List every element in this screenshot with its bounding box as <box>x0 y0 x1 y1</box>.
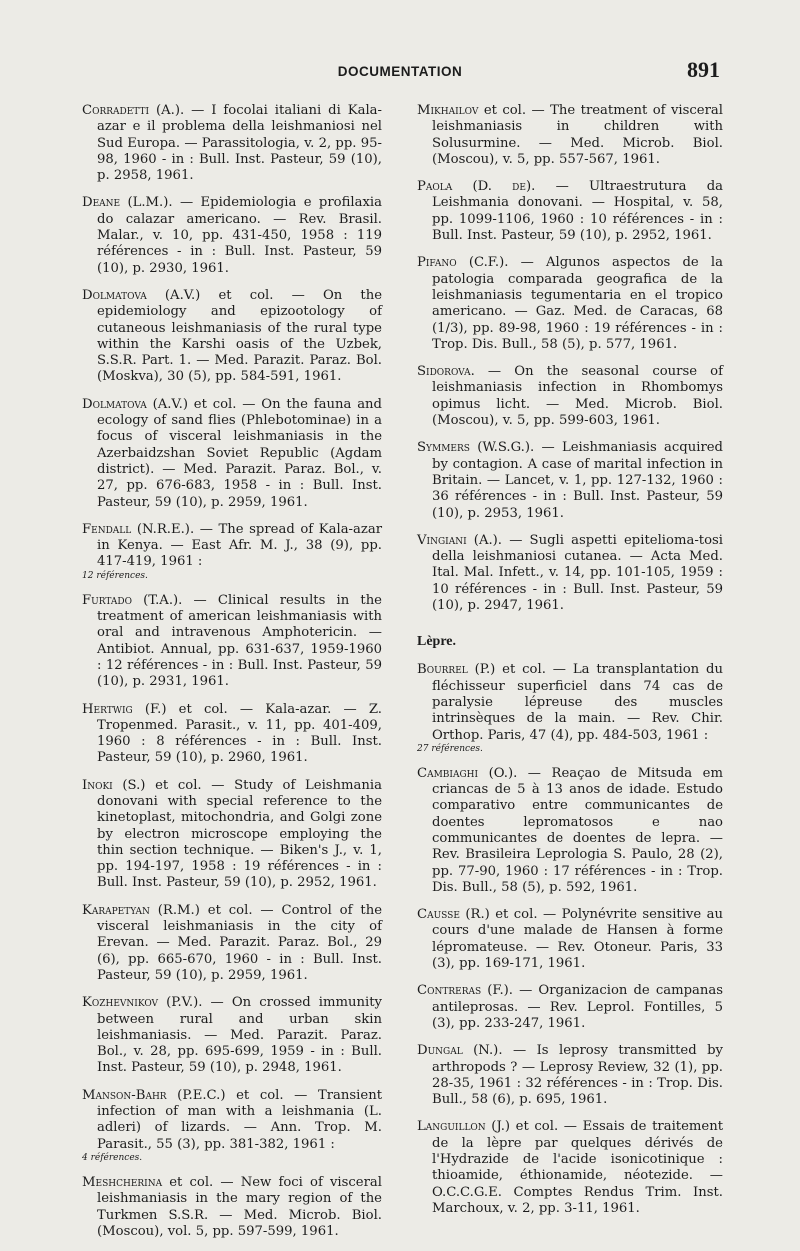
entry-author: Causse (R.) <box>417 907 490 923</box>
entry-author: Inoki (S.) <box>82 777 146 793</box>
entry-citation: et col. — La transplantation du fléchisseur superficiel dans 74 cas de paralysie lépreuse des muscles intrinsèques de la main. — Rev. Chir. Orthop. Paris, 47 (4), pp. 484-503, 1961 : <box>432 662 723 743</box>
entry-author: Symmers (W.S.G.). <box>417 440 535 456</box>
entry-references-note: 4 références. <box>82 1152 143 1163</box>
entry-author: Dungal (N.). <box>417 1043 503 1059</box>
entry-author: Mikhailov <box>417 103 479 118</box>
running-title: DOCUMENTATION <box>337 64 463 79</box>
bibliography-list-right-bottom <box>417 662 723 1217</box>
bibliography-entry <box>82 1088 382 1164</box>
entry-citation: et col. — Kala-azar. — Z. Tropenmed. Parasit., v. 11, pp. 401-409, 1960 : 8 références - in : Bull. Inst. Pasteur, 59 (10), p. 2960, 1961. <box>97 701 382 766</box>
entry-citation: — Organizacion de campanas antileprosas. — Rev. Leprol. Fontilles, 5 (3), pp. 233-247, 1961. <box>432 983 723 1031</box>
entry-citation: — Is leprosy transmitted by arthropods ? — Leprosy Review, 32 (1), pp. 28-35, 1961 : 32 références - in : Trop. Dis. Bull., 58 (6), p. 695, 1961. <box>432 1043 723 1108</box>
entry-author: Paola (D. de). <box>417 179 536 195</box>
bibliography-list-right-top <box>417 103 723 614</box>
bibliography-entry <box>417 766 723 896</box>
bibliography-entry <box>417 533 723 614</box>
entry-author: Contreras (F.). <box>417 983 514 999</box>
bibliography-entry <box>417 907 723 972</box>
bibliography-entry <box>82 778 382 892</box>
page-number: 891 <box>687 57 720 82</box>
bibliography-entry <box>417 179 723 244</box>
entry-citation: et col. — Transient infection of man with a leishmania (L. adleri) of lizards. — Ann. Trop. M. Parasit., 55 (3), pp. 381-382, 1961 : <box>97 1087 382 1152</box>
entry-author: Hertwig (F.) <box>82 701 167 717</box>
entry-citation: — I focolai italiani di Kala-azar e il problema della leishmaniosi nel Sud Europa. — Parassitologia, v. 2, pp. 95-98, 1960 - in : Bull. Inst. Pasteur, 59 (10), p. 2958, 1961. <box>97 103 382 184</box>
entry-citation: — Leishmaniasis acquired by contagion. A case of marital infection in Britain. — Lancet, v. 1, pp. 127-132, 1960 : 36 références - in : Bull. Inst. Pasteur, 59 (10), p. 2953, 1961. <box>432 440 723 521</box>
entry-citation: et col. — Control of the visceral leishmaniasis in the city of Erevan. — Med. Parazit. Paraz. Bol., 29 (6), pp. 665-670, 1960 - in : Bull. Inst. Pasteur, 59 (10), p. 2959, 1961. <box>97 902 383 983</box>
entry-author: Kozhevnikov (P.V.). <box>82 995 203 1011</box>
bibliography-entry <box>82 702 382 767</box>
entry-citation: — Ultraestrutura da Leishmania donovani. — Hospital, v. 58, pp. 1099-1106, 1960 : 10 références - in : Bull. Inst. Pasteur, 59 (10), p. 2952, 1961. <box>432 179 723 244</box>
entry-references-note: 12 références. <box>82 570 148 581</box>
bibliography-entry <box>417 1043 723 1108</box>
bibliography-entry <box>82 1175 382 1240</box>
entry-author: Sidorova. <box>417 364 475 380</box>
entry-author: Manson-Bahr (P.E.C.) <box>82 1087 226 1103</box>
entry-citation: et col. — Study of Leishmania donovani with special reference to the kinetoplast, mitochondria, and Golgi zone by electron microscope employing the thin section technique. — Biken's J., v. 1, pp. 194-197, 1958 : 19 références - in : Bull. Inst. Pasteur, 59 (10), p. 2952, 1961. <box>97 777 382 891</box>
bibliography-entry <box>417 364 723 429</box>
entry-citation: et col. — On the epidemiology and epizootology of cutaneous leishmaniasis of the rural type within the Karshi oasis of the Uzbek, S.S.R. Part. 1. — Med. Parazit. Paraz. Bol. (Moskva), 30 (5), pp. 584-591, 1961. <box>97 287 382 385</box>
bibliography-entry <box>417 440 723 521</box>
bibliography-entry <box>82 593 382 691</box>
entry-author: Karapetyan (R.M.) <box>82 902 200 918</box>
entry-citation: et col. — Polynévrite sensitive au cours d'une malade de Hansen à forme lépromateuse. — Rev. Otoneur. Paris, 33 (3), pp. 169-171, 1961. <box>432 907 723 972</box>
bibliography-entry <box>82 522 382 582</box>
entry-citation: — Algunos aspectos de la patologia comparada geografica de la leishmaniasis tegumentaria en el tropico americano. — Gaz. Med. de Caracas, 68 (1/3), pp. 89-98, 1960 : 19 références - in : Trop. Dis. Bull., 58 (5), p. 577, 1961. <box>432 255 724 352</box>
entry-citation: et col. — On the fauna and ecology of sand flies (Phlebotominae) in a focus of visceral leishmaniasis in the Azerbaidzshan Soviet Republic (Agdam district). — Med. Parazit. Paraz. Bol., v. 27, pp. 676-683, 1958 - in : Bull. Inst. Pasteur, 59 (10), p. 2959, 1961. <box>97 396 382 510</box>
entry-author: Fendall (N.R.E.). <box>82 521 195 537</box>
entry-citation: et col. — Essais de traitement de la lèpre par quelques dérivés de l'Hydrazide de l'acide isonicotinique : thioamide, éthionamide, néotezide. — O.C.C.G.E. Comptes Rendus Trim. Inst. Marchoux, v. 2, pp. 3-11, 1961. <box>432 1119 723 1216</box>
entry-author: Cambiaghi (O.). <box>417 765 518 781</box>
entry-author: Languillon (J.) <box>417 1119 511 1135</box>
entry-citation: — The spread of Kala-azar in Kenya. — East Afr. M. J., 38 (9), pp. 417-419, 1961 : <box>97 521 382 570</box>
bibliography-entry <box>82 397 382 511</box>
entry-references-note: 27 références. <box>417 743 483 754</box>
entry-author: Deane (L.M.). <box>82 195 173 211</box>
entry-citation: — Sugli aspetti epitelioma-tosi della leishmaniosi cutanea. — Acta Med. Ital. Mal. Infett., v. 14, pp. 101-105, 1959 : 10 références - in : Bull. Inst. Pasteur, 59 (10), p. 2947, 1961. <box>432 532 723 614</box>
entry-citation: — On the seasonal course of leishmaniasis infection in Rhombomys opimus licht. — Med. Microb. Biol. (Moscou), v. 5, pp. 599-603, 1961. <box>432 364 723 429</box>
bibliography-entry <box>82 195 382 276</box>
bibliography-entry <box>417 983 723 1032</box>
bibliography-entry <box>82 903 382 984</box>
entry-author: Dolmatova (A.V.) <box>82 396 188 412</box>
entry-author: Furtado (T.A.). <box>82 592 183 608</box>
entry-citation: et col. — New foci of visceral leishmaniasis in the mary region of the Turkmen S.S.R. — Med. Microb. Biol. (Moscou), vol. 5, pp. 597-599, 1961. <box>97 1174 382 1239</box>
entry-author: Corradetti (A.). <box>82 103 185 118</box>
bibliography-entry <box>417 255 723 353</box>
bibliography-entry <box>417 662 723 754</box>
entry-citation: — On crossed immunity between rural and urban skin leishmaniasis. — Med. Parazit. Paraz. Bol., v. 28, pp. 695-699, 1959 - in : Bull. Inst. Pasteur, 59 (10), p. 2948, 1961. <box>97 995 382 1076</box>
section-heading-lepre: Lèpre. <box>417 634 457 650</box>
entry-author: Meshcherina <box>82 1174 163 1190</box>
bibliography-entry <box>417 103 723 168</box>
entry-author: Dolmatova (A.V.) <box>82 287 201 303</box>
bibliography-entry <box>82 103 382 184</box>
entry-citation: — Epidemiologia e profilaxia do calazar americano. — Rev. Brasil. Malar., v. 10, pp. 431-450, 1958 : 119 références - in : Bull. Inst. Pasteur, 59 (10), p. 2930, 1961. <box>97 195 383 276</box>
entry-citation: — Clinical results in the treatment of american leishmaniasis with oral and intravenous Amphotericin. — Antibiot. Annual, pp. 631-637, 1959-1960 : 12 références - in : Bull. Inst. Pasteur, 59 (10), p. 2931, 1961. <box>97 592 382 690</box>
entry-author: Vingiani (A.). <box>417 532 503 548</box>
entry-citation: — Reaçao de Mitsuda em criancas de 5 à 13 anos de idade. Estudo comparativo entre communicantes de doentes lepromatosos e nao communicantes de doentes de lepra. — Rev. Brasileira Leprologia S. Paulo, 28 (2), pp. 77-90, 1960 : 17 références - in : Trop. Dis. Bull., 58 (5), p. 592, 1961. <box>432 765 723 895</box>
entry-author: Pifano (C.F.). <box>417 255 509 271</box>
bibliography-entry <box>82 995 382 1076</box>
bibliography-entry <box>417 1119 723 1217</box>
right-column <box>417 103 723 1228</box>
bibliography-entry <box>82 288 382 386</box>
entry-citation: et col. — The treatment of visceral leishmaniasis in children with Solusurmine. — Med. Microb. Biol. (Moscou), v. 5, pp. 557-567, 1961. <box>432 103 723 167</box>
entry-author: Bourrel (P.) <box>417 662 496 678</box>
left-column <box>82 103 382 1251</box>
bibliography-list-left <box>82 103 382 1240</box>
